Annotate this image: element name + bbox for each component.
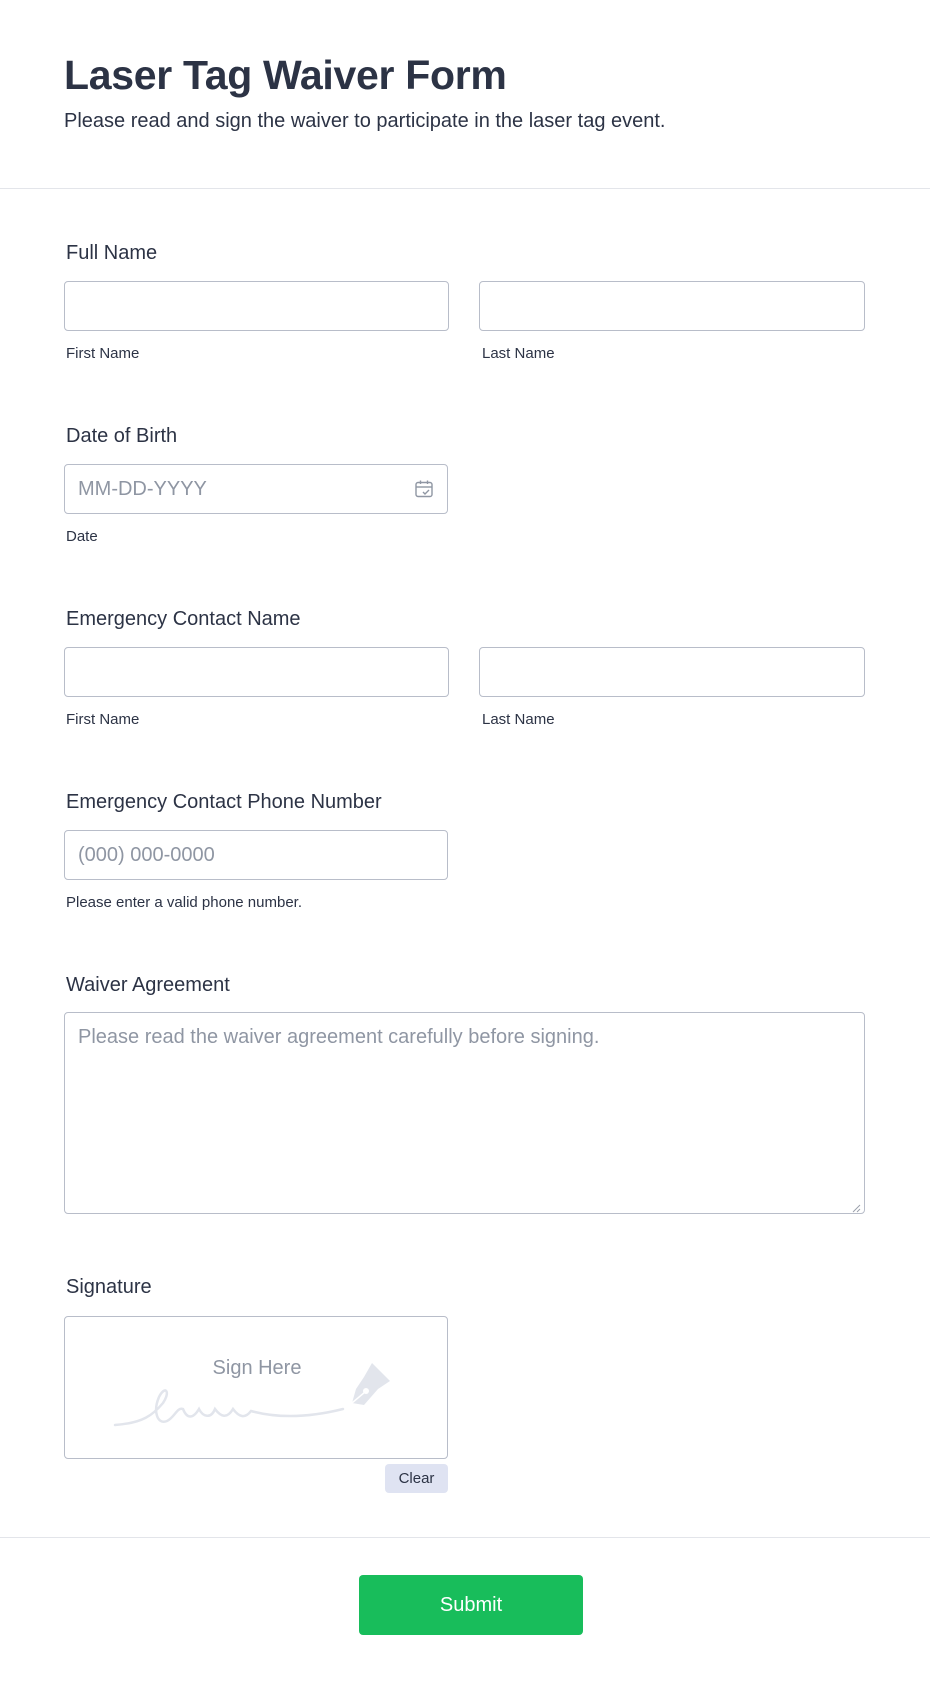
form-header <box>0 0 930 189</box>
clear-signature-button[interactable]: Clear <box>385 1464 448 1493</box>
dob-input[interactable] <box>64 464 448 514</box>
emergency-phone-input[interactable] <box>64 830 448 880</box>
footer-divider <box>0 1537 930 1538</box>
last-name-input[interactable] <box>479 281 865 331</box>
first-name-sublabel: First Name <box>66 345 140 362</box>
dob-label: Date of Birth <box>66 425 178 447</box>
emergency-first-name-sublabel: First Name <box>66 711 140 728</box>
resize-grip-icon[interactable] <box>851 1200 861 1210</box>
waiver-label: Waiver Agreement <box>66 974 230 996</box>
emergency-last-name-sublabel: Last Name <box>482 711 555 728</box>
signature-prompt: Sign Here <box>212 1357 302 1379</box>
full-name-label: Full Name <box>66 242 158 264</box>
signature-pad[interactable] <box>64 1316 448 1459</box>
last-name-sublabel: Last Name <box>482 345 555 362</box>
dob-sublabel: Date <box>66 528 98 545</box>
emergency-last-name-input[interactable] <box>479 647 865 697</box>
calendar-icon[interactable] <box>413 478 435 500</box>
page-subtitle: Please read and sign the waiver to participate in the laser tag event. <box>64 110 666 132</box>
pen-nib-icon <box>348 1359 394 1407</box>
emergency-first-name-input[interactable] <box>64 647 449 697</box>
first-name-input[interactable] <box>64 281 449 331</box>
emergency-phone-sublabel: Please enter a valid phone number. <box>66 894 302 911</box>
emergency-name-label: Emergency Contact Name <box>66 608 301 630</box>
waiver-textarea[interactable] <box>64 1012 865 1214</box>
signature-label: Signature <box>66 1276 152 1298</box>
emergency-phone-label: Emergency Contact Phone Number <box>66 791 382 813</box>
submit-button[interactable]: Submit <box>359 1575 583 1635</box>
page-title: Laser Tag Waiver Form <box>64 52 507 98</box>
